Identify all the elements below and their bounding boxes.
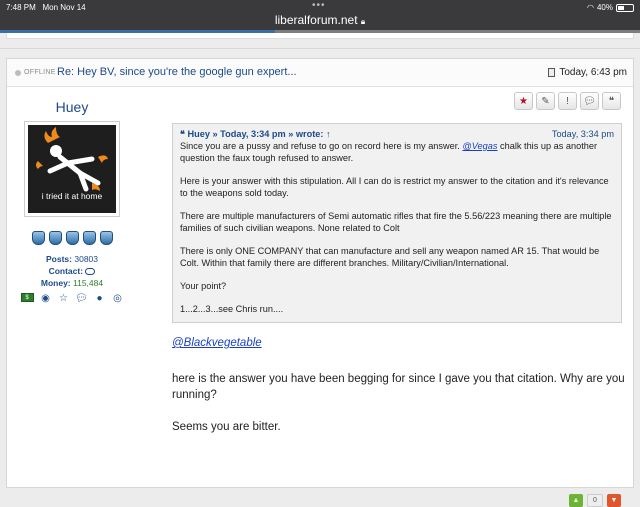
body-paragraph: Seems you are bitter. <box>172 421 281 433</box>
post-date: Today, 6:43 pm <box>548 67 627 78</box>
author-sidebar <box>7 87 137 304</box>
avatar[interactable] <box>24 121 120 217</box>
post-header <box>7 59 633 87</box>
post-actions <box>514 92 621 110</box>
author-icon-row <box>7 293 137 304</box>
exclamation-icon[interactable]: ! <box>558 92 577 110</box>
star-outline-icon[interactable]: ☆ <box>59 293 68 304</box>
mention-blackvegetable[interactable]: @Blackvegetable <box>172 337 262 349</box>
quote-author: Huey » Today, 3:34 pm » wrote: ↑ <box>187 129 331 139</box>
post-body <box>172 335 627 451</box>
quote-mark-icon: ❝ <box>180 129 188 139</box>
vote-count: 0 <box>587 494 603 507</box>
quote-paragraph: Since you are a pussy and refuse to go on record here is my answer. @Vegas chalk this up as another question the faux tough refused to answer. <box>180 141 598 163</box>
quote-header <box>180 128 614 140</box>
speech-bubble-icon[interactable]: 💬︎ <box>580 92 599 110</box>
forum-post <box>6 58 634 504</box>
eye-icon[interactable]: ◉ <box>41 293 50 304</box>
rank-badge-icon <box>66 231 79 245</box>
post-title[interactable]: Re: Hey BV, since you're the google gun expert... <box>57 66 297 78</box>
quote-paragraph: Here is your answer with this stipulation. All I can do is restrict my answer to the citation and it's relevance to the weapons sold today. <box>180 176 609 198</box>
rank-badge-icon <box>49 231 62 245</box>
author-name[interactable]: Huey <box>55 99 89 115</box>
battery-icon <box>616 4 634 12</box>
offline-dot-icon <box>15 70 21 76</box>
rank-badge-icon <box>100 231 113 245</box>
mention-vegas[interactable]: @Vegas <box>462 141 498 151</box>
battery-indicator: ◠ 40% <box>587 3 634 12</box>
profile-icon[interactable]: ◎ <box>113 293 122 304</box>
quote-paragraph: 1...2...3...see Chris run.... <box>180 304 284 314</box>
avatar-caption: i tried it at home <box>41 191 103 201</box>
arrow-down-icon[interactable]: ▼ <box>607 494 621 507</box>
quote-paragraph: There is only ONE COMPANY that can manufacture and sell any weapon named AR 15. That would be Colt. Within that family there are different branches. Military/Civilian/International. <box>180 246 600 268</box>
status-bar <box>0 0 640 30</box>
quote-paragraph: There are multiple manufacturers of Semi automatic rifles that fire the 5.56/223 meaning there are multiple families of such civilian weapons. None related to Colt <box>180 211 612 233</box>
body-paragraph: here is the answer you have been begging for since I gave you that citation. Why are you running? <box>172 373 625 401</box>
star-icon[interactable]: ★ <box>514 92 533 110</box>
online-status: OFFLINE <box>24 69 56 76</box>
contact-bubble-icon[interactable] <box>85 268 95 275</box>
money-icon[interactable]: $ <box>21 293 34 302</box>
post-document-icon[interactable] <box>548 68 555 77</box>
money-stat: Money: 115,484 <box>40 278 104 288</box>
status-time: 7:48 PM Mon Nov 14 <box>6 3 86 12</box>
pencil-icon[interactable]: ✎ <box>536 92 555 110</box>
comments-icon[interactable]: ● <box>96 293 103 304</box>
author-stats <box>7 253 137 289</box>
multitask-dots[interactable]: ••• <box>312 0 326 11</box>
rank-badge-icon <box>83 231 96 245</box>
rank-badge-icon <box>32 231 45 245</box>
lock-icon: 🔒︎ <box>360 17 366 26</box>
quote-paragraph: Your point? <box>180 281 227 291</box>
address-bar[interactable]: liberalforum.net 🔒︎ <box>274 13 366 27</box>
wifi-icon: ◠ <box>587 3 594 12</box>
previous-post-edge <box>0 33 640 49</box>
quote-block <box>172 123 622 323</box>
chat-icon[interactable]: 💬︎ <box>75 293 88 304</box>
quote-time: Today, 3:34 pm <box>551 129 614 139</box>
vote-controls <box>569 494 621 507</box>
contact-stat: Contact: <box>7 265 137 277</box>
arrow-up-icon[interactable]: ▲ <box>569 494 583 507</box>
posts-stat: Posts: 30803 <box>46 254 98 264</box>
quote-icon[interactable]: ❝ <box>602 92 621 110</box>
rank-badges <box>7 231 137 245</box>
